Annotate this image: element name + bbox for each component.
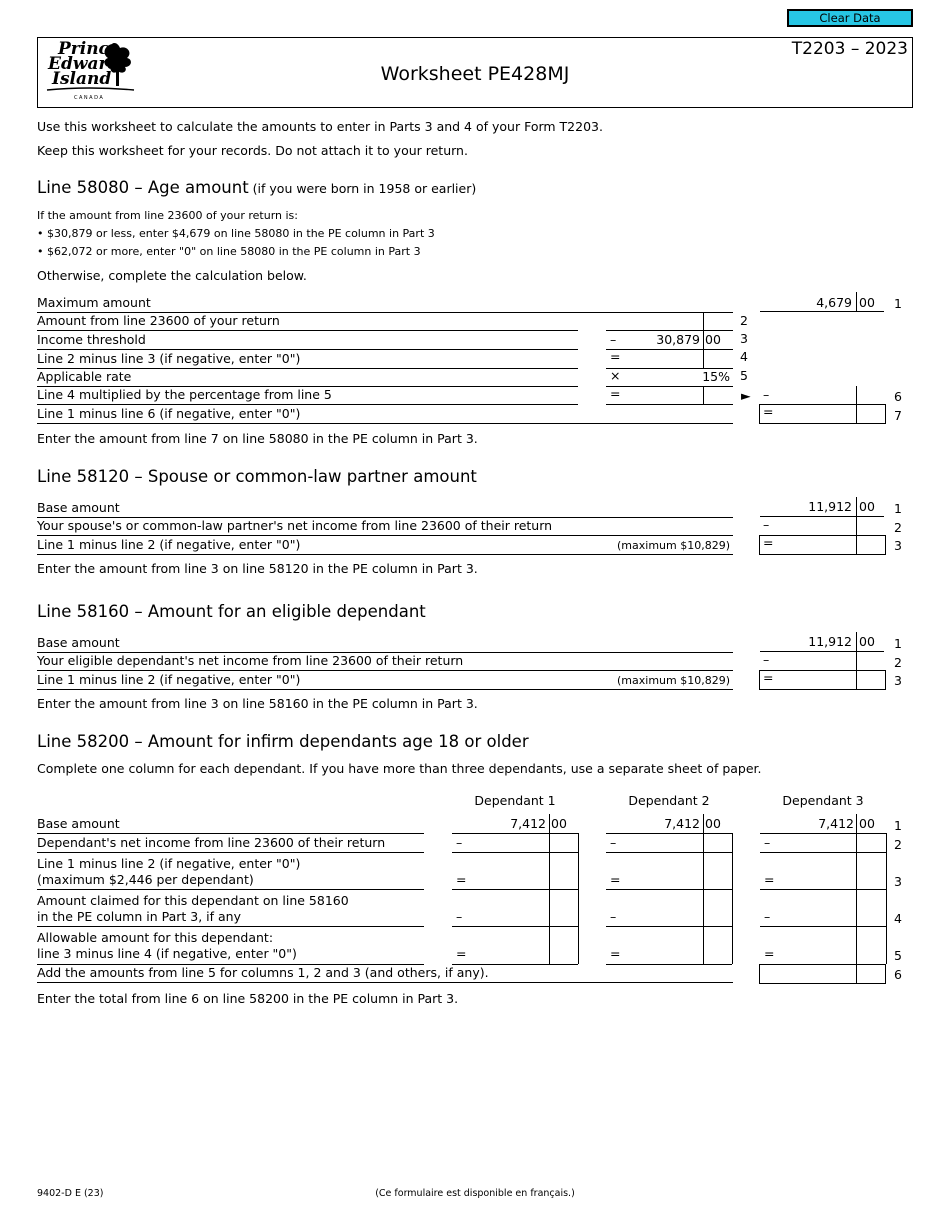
infirm-r3-underline [37,889,424,890]
spouse-r2-line-no: 2 [894,520,902,535]
dep3-r2-field[interactable] [760,852,886,853]
clear-data-button[interactable]: Clear Data [787,9,913,27]
spouse-r3-sign: = [763,535,774,550]
cents-divider [856,632,857,651]
dependant-2-header: Dependant 2 [628,793,710,808]
spouse-r1-field[interactable] [760,516,884,517]
infirm-heading: Line 58200 – Amount for infirm dependants age 18 or older [37,732,529,751]
age-heading: Line 58080 – Age amount (if you were born in 1958 or earlier) [37,178,477,197]
spouse-r3-underline [37,554,733,555]
dep1-r5-sign: = [456,946,467,961]
age-otherwise: Otherwise, complete the calculation below. [37,268,307,283]
infirm-r3-line-no: 3 [894,874,902,889]
logo-text-canada: CANADA [74,95,105,101]
age-r5-sign: × [610,368,621,383]
dep2-r5-sign: = [610,946,621,961]
eligible-r1-field[interactable] [760,651,884,652]
age-r4-line-no: 4 [740,349,748,364]
infirm-r6-label: Add the amounts from line 5 for columns 1, 2 and 3 (and others, if any). [37,965,489,980]
infirm-r2-line-no: 2 [894,837,902,852]
age-r6-underline [37,404,578,405]
dep2-cents-divider [703,814,704,964]
eligible-r3-label: Line 1 minus line 2 (if negative, enter "0") [37,672,301,687]
cents-divider [856,292,857,311]
age-bullet-2: • $62,072 or more, enter "0" on line 58080 in the PE column in Part 3 [37,245,421,258]
dep2-r2-field[interactable] [606,852,732,853]
dep3-r4-field[interactable] [760,926,886,927]
infirm-footer: Enter the total from line 6 on line 58200 in the PE column in Part 3. [37,991,459,1006]
age-r3-cents: 00 [705,332,721,347]
age-r2-line-no: 2 [740,313,748,328]
infirm-intro: Complete one column for each dependant. If you have more than three dependants, use a separate sheet of paper. [37,761,762,776]
cents-divider [856,386,857,404]
dep1-r1-field[interactable] [452,833,578,834]
age-r6-label: Line 4 multiplied by the percentage from line 5 [37,387,332,402]
age-r3-dollars: 30,879 [656,332,700,347]
spouse-heading: Line 58120 – Spouse or common-law partner amount [37,467,477,486]
age-r3-field [606,349,733,350]
dep3-r2-sign: – [764,835,771,850]
age-r1-field[interactable] [760,311,884,312]
dep1-cents-divider [549,814,550,964]
spouse-r3-label: Line 1 minus line 2 (if negative, enter "0") [37,537,301,552]
eligible-r3-result-box[interactable] [759,670,886,690]
dep1-r1-cents: 00 [551,816,567,831]
age-r6-sign-2: – [763,387,770,402]
eligible-r3-underline [37,689,733,690]
arrow-right-icon: ► [741,388,751,403]
dep3-r5-sign: = [764,946,775,961]
eligible-r2-sign: – [763,652,770,667]
age-r1-dollars: 4,679 [816,295,852,310]
cents-divider [703,313,704,330]
dep2-r1-dollars: 7,412 [664,816,700,831]
cents-divider [856,652,857,670]
dep1-r2-sign: – [456,835,463,850]
eligible-r3-note: (maximum $10,829) [617,674,730,687]
infirm-total-box[interactable] [759,964,886,984]
dep3-r4-sign: – [764,909,771,924]
intro-line-2: Keep this worksheet for your records. Do not attach it to your return. [37,143,468,158]
spouse-r1-dollars: 11,912 [808,499,852,514]
spouse-r1-label: Base amount [37,500,120,515]
infirm-r2-underline [37,852,424,853]
infirm-r5-label-1: Allowable amount for this dependant: [37,930,274,945]
dep2-r4-field[interactable] [606,926,732,927]
age-r6-line-no: 6 [894,389,902,404]
infirm-r1-line-no: 1 [894,818,902,833]
eligible-r3-sign: = [763,670,774,685]
eligible-heading: Line 58160 – Amount for an eligible dependant [37,602,426,621]
age-r5-line-no: 5 [740,368,748,383]
eligible-r1-cents: 00 [859,634,875,649]
dep1-r1-dollars: 7,412 [510,816,546,831]
age-r7-result-box[interactable] [759,404,886,424]
spouse-r3-note: (maximum $10,829) [617,539,730,552]
eligible-r1-line-no: 1 [894,636,902,651]
age-r4-label: Line 2 minus line 3 (if negative, enter "0") [37,351,301,366]
french-availability-note: (Ce formulaire est disponible en français.) [375,1188,575,1199]
eligible-r2-line-no: 2 [894,655,902,670]
spouse-r2-sign: – [763,517,770,532]
logo-text-prince: Prince [58,39,120,59]
age-bullet-1: • $30,879 or less, enter $4,679 on line 58080 in the PE column in Part 3 [37,227,435,240]
dep1-right-edge [578,833,579,964]
form-code: 9402-D E (23) [37,1188,104,1199]
infirm-r4-label-1: Amount claimed for this dependant on line 58160 [37,893,349,908]
dep2-r5-field[interactable] [606,964,732,965]
age-r2-underline [37,330,578,331]
infirm-r6-line-no: 6 [894,967,902,982]
infirm-r5-line-no: 5 [894,948,902,963]
age-condition-intro: If the amount from line 23600 of your return is: [37,209,298,222]
infirm-r5-label-2: line 3 minus line 4 (if negative, enter "0") [37,946,297,961]
spouse-r1-line-no: 1 [894,501,902,516]
spouse-r1-cents: 00 [859,499,875,514]
cents-divider [703,331,704,349]
infirm-r4-label-2: in the PE column in Part 3, if any [37,909,241,924]
infirm-r2-label: Dependant's net income from line 23600 of their return [37,835,386,850]
dep3-r3-field[interactable] [760,889,886,890]
cents-divider [703,350,704,368]
age-r1-line-no: 1 [894,296,902,311]
age-r1-label: Maximum amount [37,295,151,310]
age-footer: Enter the amount from line 7 on line 58080 in the PE column in Part 3. [37,431,478,446]
age-r7-line-no: 7 [894,408,902,423]
age-r6-field[interactable] [606,404,733,405]
eligible-r1-label: Base amount [37,635,120,650]
spouse-r2-label: Your spouse's or common-law partner's net income from line 23600 of their return [37,518,553,533]
dep2-r1-cents: 00 [705,816,721,831]
dep2-r3-sign: = [610,872,621,887]
age-r7-sign: = [763,404,774,419]
eligible-r2-label: Your eligible dependant's net income from line 23600 of their return [37,653,464,668]
dep1-r4-field[interactable] [452,926,578,927]
dependant-3-header: Dependant 3 [782,793,864,808]
age-r4-sign: = [610,349,621,364]
age-r6-sign: = [610,386,621,401]
dependant-1-header: Dependant 1 [474,793,556,808]
spouse-r3-line-no: 3 [894,538,902,553]
logo-text-island: Island [52,69,112,89]
form-number: T2203 – 2023 [791,39,908,59]
age-r5-label: Applicable rate [37,369,132,384]
spouse-footer: Enter the amount from line 3 on line 58120 in the PE column in Part 3. [37,561,478,576]
age-r7-label: Line 1 minus line 6 (if negative, enter "0") [37,406,301,421]
age-r3-sign: – [610,332,617,347]
dep1-r4-sign: – [456,909,463,924]
cents-divider [856,517,857,535]
dep2-r4-sign: – [610,909,617,924]
page-title: Worksheet PE428MJ [380,63,570,85]
age-r7-underline [37,423,733,424]
cents-divider [856,965,857,983]
dep3-right-edge [886,833,887,964]
dep3-r1-dollars: 7,412 [818,816,854,831]
infirm-r6-underline [37,982,733,983]
age-r1-cents: 00 [859,295,875,310]
age-r2-field[interactable] [606,330,733,331]
dep3-cents-divider [856,814,857,964]
infirm-r1-underline [37,833,424,834]
age-r3-underline [37,349,578,350]
age-r5-field [606,386,733,387]
dep3-r1-field[interactable] [760,833,886,834]
intro-line-1: Use this worksheet to calculate the amounts to enter in Parts 3 and 4 of your Form T2203. [37,119,603,134]
eligible-r1-dollars: 11,912 [808,634,852,649]
spouse-r3-result-box[interactable] [759,535,886,555]
age-r3-label: Income threshold [37,332,146,347]
cents-divider [856,671,857,689]
eligible-footer: Enter the amount from line 3 on line 58160 in the PE column in Part 3. [37,696,478,711]
dep2-r1-field[interactable] [606,833,732,834]
infirm-r3-label-2: (maximum $2,446 per dependant) [37,872,254,887]
dep3-r1-cents: 00 [859,816,875,831]
dep1-r2-field[interactable] [452,852,578,853]
dep2-r3-field[interactable] [606,889,732,890]
infirm-r3-label-1: Line 1 minus line 2 (if negative, enter "0") [37,856,301,871]
eligible-r3-line-no: 3 [894,673,902,688]
cents-divider [703,387,704,405]
dep2-right-edge [732,833,733,964]
infirm-r1-label: Base amount [37,816,120,831]
spouse-r2-underline [37,535,733,536]
infirm-r4-underline [37,926,424,927]
age-r3-line-no: 3 [740,331,748,346]
infirm-r4-line-no: 4 [894,911,902,926]
age-r2-label: Amount from line 23600 of your return [37,313,280,328]
cents-divider [856,405,857,423]
cents-divider [856,536,857,554]
eligible-r2-underline [37,670,733,671]
age-r5-rate: 15% [702,369,730,384]
dep1-r3-sign: = [456,872,467,887]
dep3-r3-sign: = [764,872,775,887]
dep1-r3-field[interactable] [452,889,578,890]
cents-divider [856,497,857,516]
logo-text-edward: Edward [48,54,120,74]
dep2-r2-sign: – [610,835,617,850]
